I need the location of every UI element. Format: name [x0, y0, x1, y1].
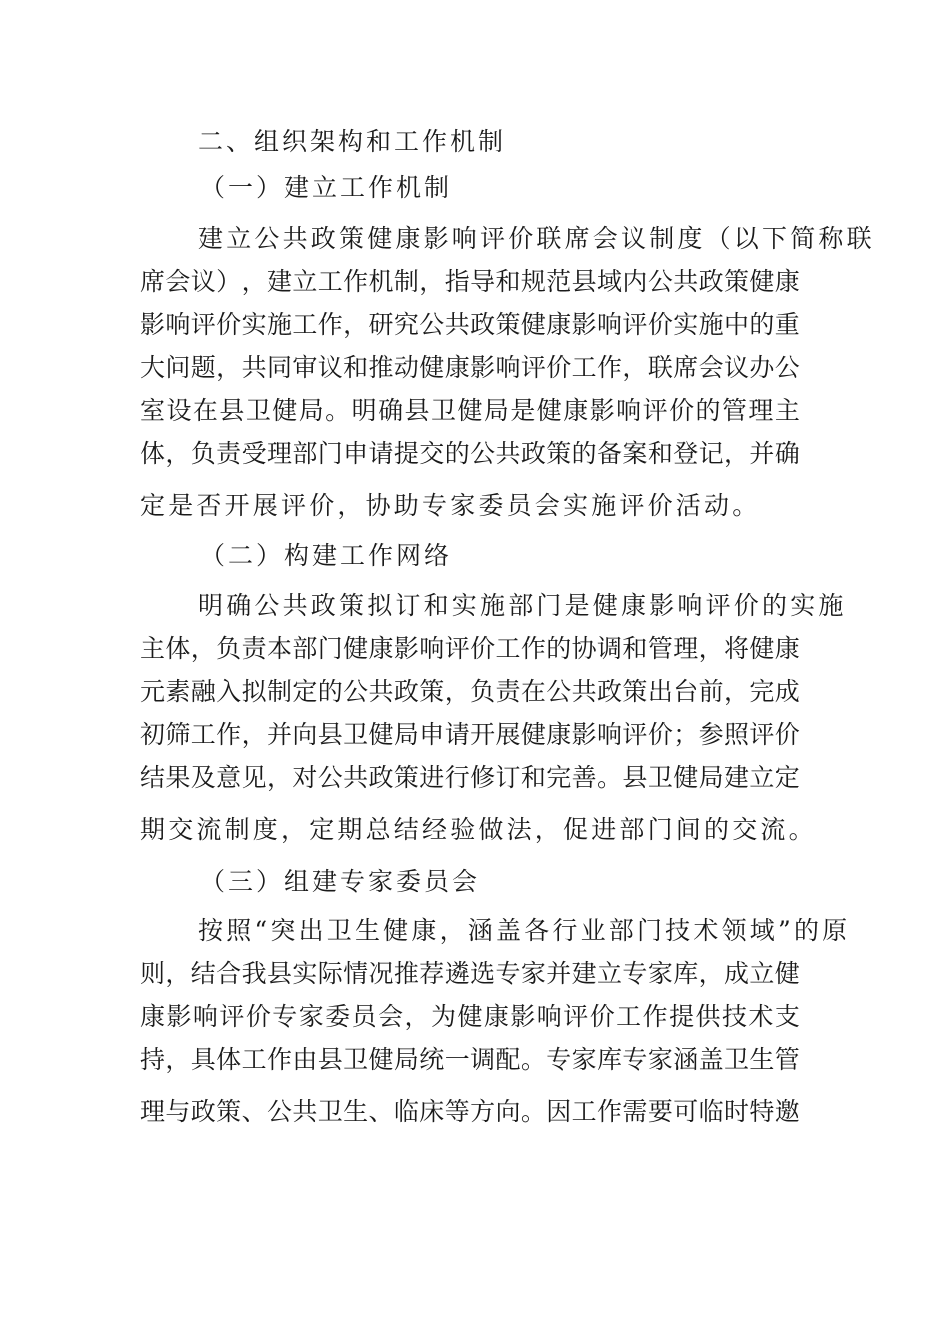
paragraph-1-line-3: 影 响 评 价 实 施 工 作 ， 研 究 公 共 政 策 健 康 影 响 评 价 实 施 中 的 重 — [140, 310, 800, 339]
paragraph-1-line-4: 大 问 题 ， 共 同 审 议 和 推 动 健 康 影 响 评 价 工 作 ， 联 席 会 议 办 公 — [140, 353, 800, 382]
paragraph-3-line-2: 则 ， 结 合 我 县 实 际 情 况 推 荐 遴 选 专 家 并 建 立 专 家 库 ， 成 立 健 — [140, 959, 800, 988]
paragraph-2-line-2: 主 体 ， 负 责 本 部 门 健 康 影 响 评 价 工 作 的 协 调 和 管 理 ， 将 健 康 — [140, 634, 800, 663]
paragraph-2-line-1: 明确公共政策拟订和实施部门是健康影响评价的实施 — [198, 591, 847, 620]
paragraph-1-line-5: 室 设 在 县 卫 健 局 。 明 确 县 卫 健 局 是 健 康 影 响 评 价 的 管 理 主 — [140, 396, 800, 425]
paragraph-2-line-4: 初 筛 工 作 ， 并 向 县 卫 健 局 申 请 开 展 健 康 影 响 评 价 ； 参 照 评 价 — [140, 720, 800, 749]
paragraph-3-line-1: 按照“突出卫生健康，涵盖各行业部门技术领域”的原 — [198, 916, 851, 945]
paragraph-1-line-2: 席 会 议 ） ， 建 立 工 作 机 制 ， 指 导 和 规 范 县 域 内 公 共 政 策 健 康 — [140, 267, 800, 296]
subsection-heading-1: （一）建立工作机制 — [200, 173, 453, 202]
paragraph-3-line-4: 持 ， 具 体 工 作 由 县 卫 健 局 统 一 调 配 。 专 家 库 专 家 涵 盖 卫 生 管 — [140, 1045, 800, 1074]
subsection-heading-3: （三）组建专家委员会 — [200, 867, 481, 896]
subsection-heading-2: （二）构建工作网络 — [200, 541, 453, 570]
paragraph-1-line-6: 体 ， 负 责 受 理 部 门 申 请 提 交 的 公 共 政 策 的 备 案 和 登 记 ， 并 确 — [140, 439, 800, 468]
paragraph-1-line-1: 建立公共政策健康影响评价联席会议制度（以下简称联 — [198, 224, 875, 253]
paragraph-2-line-6: 期交流制度，定期总结经验做法，促进部门间的交流。 — [140, 815, 817, 844]
section-heading: 二、组织架构和工作机制 — [198, 127, 507, 156]
paragraph-3-line-5: 理 与 政 策 、 公 共 卫 生 、 临 床 等 方 向 。 因 工 作 需 要 可 临 时 特 邀 — [140, 1097, 800, 1126]
paragraph-2-line-3: 元 素 融 入 拟 制 定 的 公 共 政 策 ， 负 责 在 公 共 政 策 出 台 前 ， 完 成 — [140, 677, 800, 706]
paragraph-2-line-5: 结 果 及 意 见 ， 对 公 共 政 策 进 行 修 订 和 完 善 。 县 卫 健 局 建 立 定 — [140, 763, 800, 792]
paragraph-3-line-3: 康 影 响 评 价 专 家 委 员 会 ， 为 健 康 影 响 评 价 工 作 提 供 技 术 支 — [140, 1002, 800, 1031]
paragraph-1-line-7: 定是否开展评价，协助专家委员会实施评价活动。 — [140, 491, 761, 520]
